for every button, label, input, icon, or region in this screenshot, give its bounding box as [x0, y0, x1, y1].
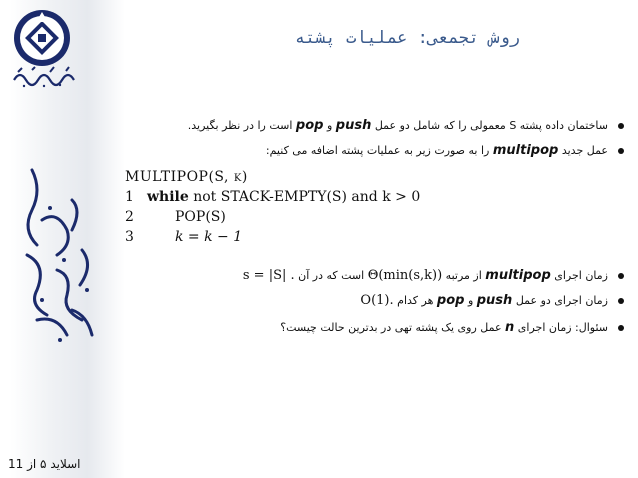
bullet-text: و: [326, 119, 333, 132]
keyword-multipop: multipop: [485, 268, 551, 283]
bullet-icon: [618, 273, 624, 279]
bullet-text: است که در آن: [298, 269, 365, 282]
bullet-multipop-intro: [266, 143, 624, 158]
bullet-text: زمان اجرای: [554, 269, 608, 282]
math-s-def: s = |S| .: [242, 268, 295, 283]
slide-number: اسلاید ۵ از 11: [8, 457, 81, 471]
bullet-text: و: [467, 294, 474, 307]
algorithm-line-3: 3 k = k − 1: [125, 229, 243, 245]
calligraphy-text-icon: [12, 160, 112, 350]
bullet-text: است را در نظر بگیرید.: [187, 119, 293, 132]
bullet-icon: [618, 148, 624, 154]
bullet-text: زمان اجرای دو عمل: [515, 294, 608, 307]
university-emblem-icon: [12, 8, 72, 68]
bullet-push-pop-complexity: [360, 293, 624, 308]
keyword-push: push: [476, 293, 513, 308]
keyword-push: push: [335, 118, 372, 133]
keyword-multipop: multipop: [492, 143, 559, 158]
bullet-text: از مرتبه: [445, 269, 482, 282]
bullet-icon: [618, 298, 624, 304]
bullet-text: هر کدام: [397, 294, 434, 307]
bullet-text: سئوال: زمان اجرای: [517, 321, 608, 334]
bullet-stack-definition: [188, 118, 624, 133]
algorithm-line-1: 1 while not STACK-EMPTY(S) and k > 0: [125, 189, 421, 205]
bullet-question: [280, 320, 624, 335]
university-name-logotype: [10, 60, 80, 90]
bullet-text: عمل جدید: [561, 144, 608, 157]
algorithm-header: MULTIPOP(S, k): [125, 169, 248, 185]
bullet-text: را به صورت زیر به عملیات پشته اضافه می کنیم:: [265, 144, 490, 157]
keyword-pop: pop: [295, 118, 324, 133]
algorithm-line-2: 2 POP(S): [125, 209, 226, 225]
keyword-pop: pop: [436, 293, 465, 308]
bullet-multipop-complexity: [243, 268, 624, 283]
multipop-algorithm: [125, 167, 420, 247]
bullet-text: ساختمان داده پشته S معمولی را که شامل دو عمل: [374, 119, 608, 132]
keyword-n: n: [505, 320, 515, 335]
bullet-text: عمل روی یک پشته تهی در بدترین حالت چیست؟: [280, 321, 502, 334]
math-o1: O(1).: [360, 293, 394, 308]
slide-title: روش تجمعی: عملیات پشته: [294, 28, 520, 48]
math-theta: Θ(min(s,k)): [367, 268, 443, 283]
bullet-icon: [618, 123, 624, 129]
bullet-icon: [618, 325, 624, 331]
